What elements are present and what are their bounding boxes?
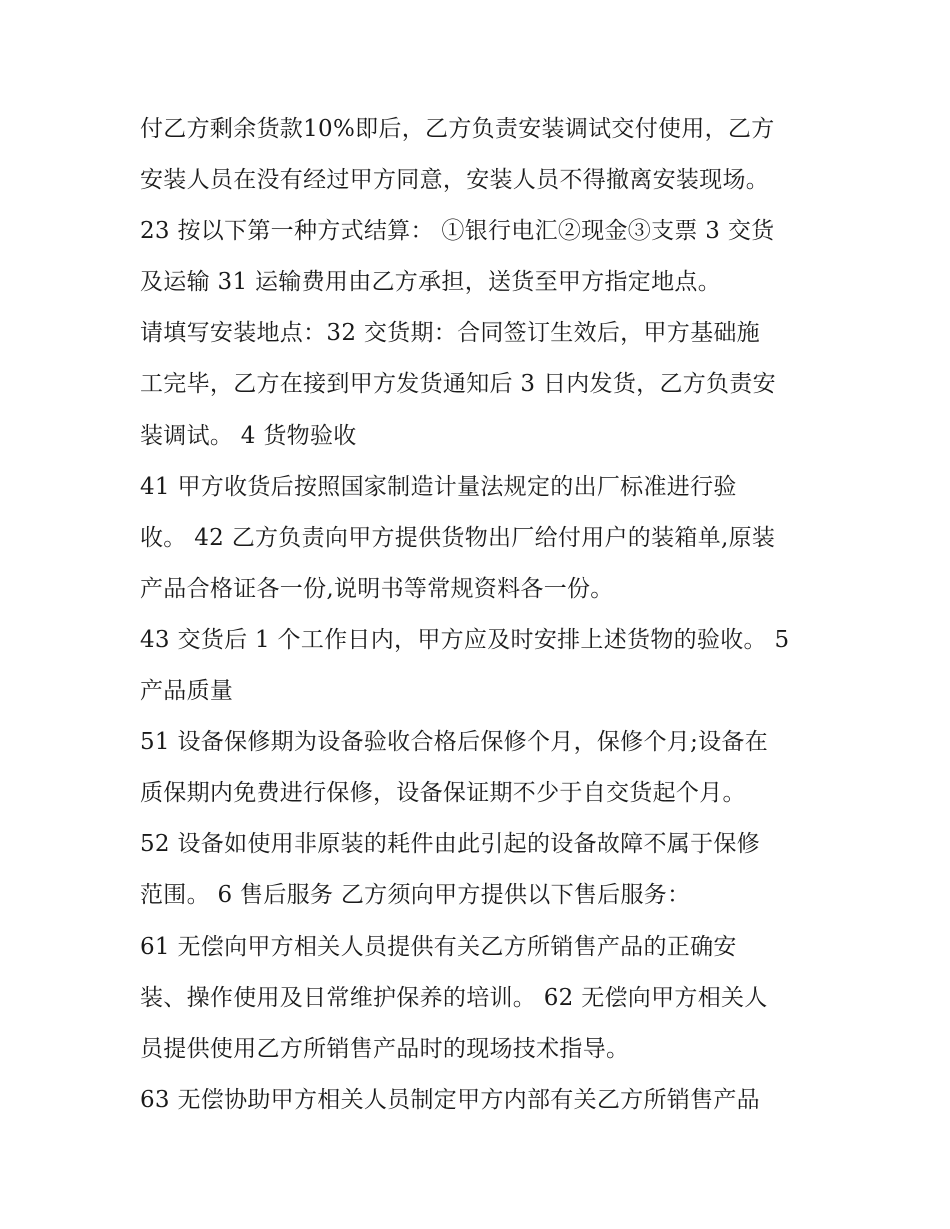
text-line: 质保期内免费进行保修，设备保证期不少于自交货起个月。 [140,780,746,807]
text-line: 及运输 31 运输费用由乙方承担，送货至甲方指定地点。 [140,269,721,296]
text-line: 装调试。 4 货物验收 [140,422,357,449]
text-line: 43 交货后 1 个工作日内，甲方应及时安排上述货物的验收。 5 [140,626,790,653]
text-line: 51 设备保修期为设备验收合格后保修个月，保修个月;设备在 [140,729,769,756]
text-line: 产品质量 [140,678,234,705]
text-line: 产品合格证各一份,说明书等常规资料各一份。 [140,575,614,602]
text-line: 23 按以下第一种方式结算： ①银行电汇②现金③支票 3 交货 [140,218,775,245]
text-line: 装、操作使用及日常维护保养的培训。 62 无偿向甲方相关人 [140,984,768,1011]
text-line: 61 无偿向甲方相关人员提供有关乙方所销售产品的正确安 [140,933,737,960]
text-line: 范围。 6 售后服务 乙方须向甲方提供以下售后服务： [140,882,691,909]
text-line: 63 无偿协助甲方相关人员制定甲方内部有关乙方所销售产品 [140,1086,760,1113]
text-line: 收。 42 乙方负责向甲方提供货物出厂给付用户的装箱单,原装 [140,524,776,551]
contract-text-body [140,104,840,1126]
text-line: 员提供使用乙方所销售产品时的现场技术指导。 [140,1035,630,1062]
text-line: 安装人员在没有经过甲方同意，安装人员不得撤离安装现场。 [140,167,770,194]
text-line: 41 甲方收货后按照国家制造计量法规定的出厂标准进行验 [140,473,737,500]
text-line: 工完毕，乙方在接到甲方发货通知后 3 日内发货，乙方负责安 [140,371,776,398]
text-line: 请填写安装地点：32 交货期：合同签订生效后，甲方基础施 [140,320,760,347]
text-line: 52 设备如使用非原装的耗件由此引起的设备故障不属于保修 [140,831,760,858]
text-line: 付乙方剩余货款10%即后，乙方负责安装调试交付使用，乙方 [140,116,775,142]
